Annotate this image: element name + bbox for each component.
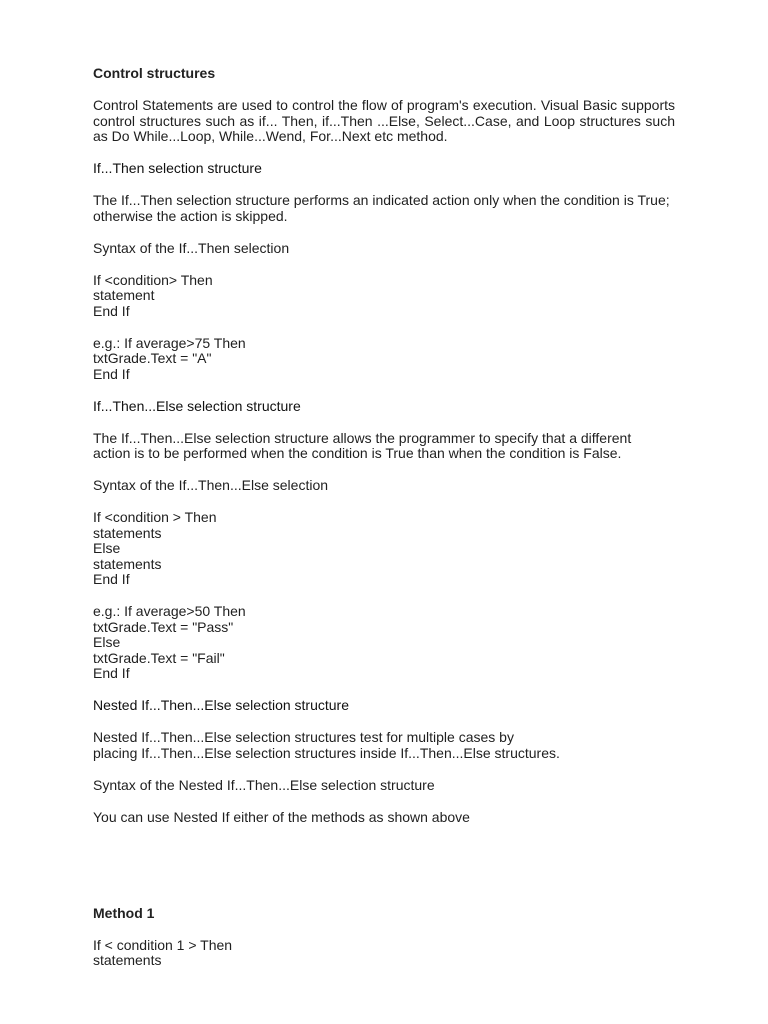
spacer [93,842,675,906]
code-line: If <condition> Then [93,271,213,288]
code-line: statements [93,952,162,968]
nested-if-note: You can use Nested If either of the methods as shown above [93,808,470,825]
if-then-else-example-code [93,604,675,682]
text-line: Nested If...Then...Else selection structures test for multiple cases by [93,729,514,745]
text-line: placing If...Then...Else selection structures inside If...Then...Else structures. [93,744,560,761]
code-line: txtGrade.Text = "Pass" [93,618,234,635]
if-then-example-code [93,336,675,383]
code-line: txtGrade.Text = "A" [93,350,212,366]
section-heading-if-then: If...Then selection structure [93,160,262,176]
code-line: e.g.: If average>50 Then [93,603,246,619]
code-line: End If [93,365,130,382]
if-then-else-syntax-code [93,510,675,588]
intro-paragraph: Control Statements are used to control the flow of program's execution. Visual Basic supports control structures such as if... Then, if...Then ...Else, Select...Case, and Loop structures such as Do While...Loop, While...Wend, For...Next etc method. [93,97,675,144]
code-line: Else [93,540,121,556]
if-then-syntax-code [93,273,675,320]
text-line: action is to be performed when the condition is True than when the condition is False. [93,445,622,461]
if-then-syntax-title: Syntax of the If...Then selection [93,239,290,256]
section-heading-if-then-else: If...Then...Else selection structure [93,397,301,414]
nested-if-description [93,730,675,761]
code-line: End If [93,571,130,587]
method-1-heading: Method 1 [93,904,155,921]
code-line: statements [93,524,162,541]
document-title: Control structures [93,65,216,81]
document-page [93,66,675,985]
code-line: Else [93,634,121,650]
if-then-else-description [93,431,675,462]
code-line: End If [93,302,130,319]
text-line: The If...Then...Else selection structure allows the programmer to specify that a different [93,429,632,446]
code-line: statement [93,287,155,303]
code-line: e.g.: If average>75 Then [93,334,246,351]
code-line: If < condition 1 > Then [93,936,233,953]
nested-if-syntax-title: Syntax of the Nested If...Then...Else selection structure [93,776,435,793]
if-then-else-syntax-title: Syntax of the If...Then...Else selection [93,477,329,493]
section-heading-nested-if: Nested If...Then...Else selection structure [93,697,350,713]
code-line: If <condition > Then [93,509,217,525]
code-line: txtGrade.Text = "Fail" [93,649,225,666]
if-then-description: The If...Then selection structure performs an indicated action only when the condition is True; otherwise the action is skipped. [93,192,670,224]
code-line: End If [93,665,130,681]
code-line: statements [93,555,162,572]
method-1-code [93,938,675,969]
